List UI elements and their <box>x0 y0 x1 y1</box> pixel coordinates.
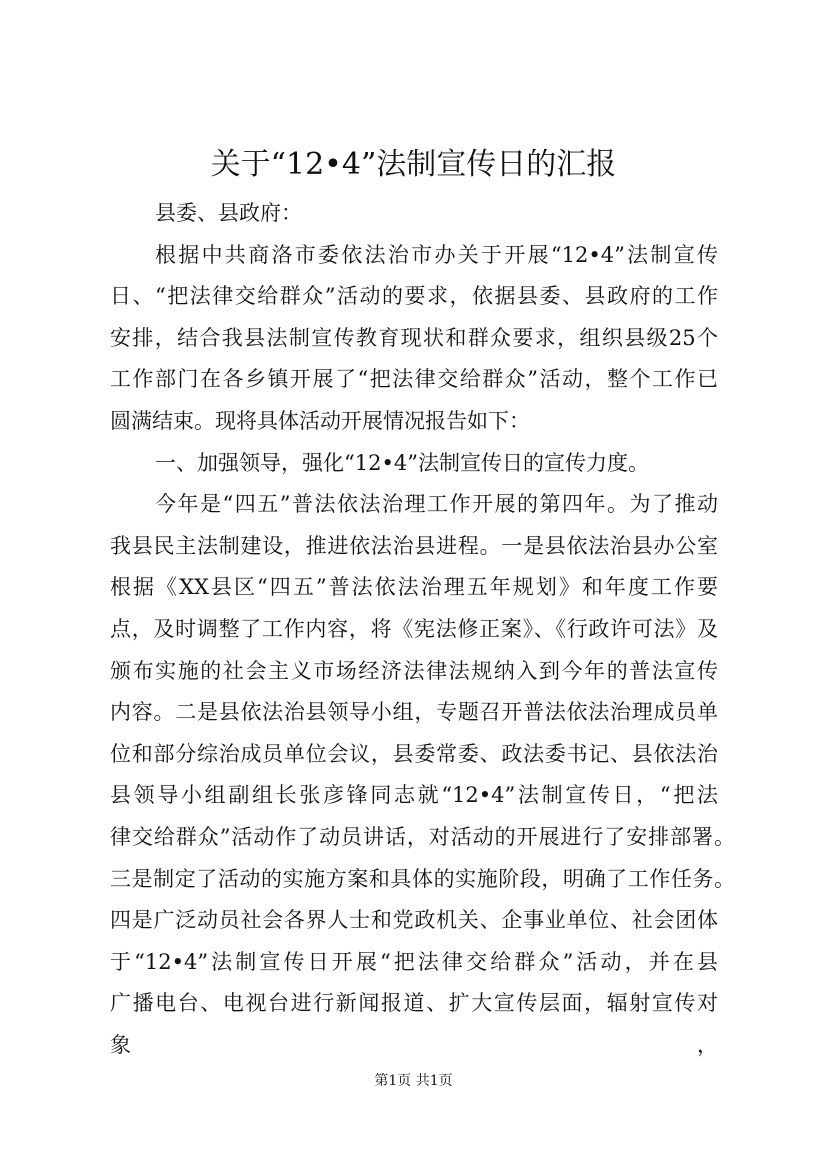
paragraph-line: 位和部分综治成员单位会议，县委常委、政法委书记、县依法治 <box>110 741 718 766</box>
paragraph-line: 安排，结合我县法制宣传教育现状和群众要求，组织县级25个 <box>110 325 718 350</box>
paragraph-line: 今年是“四五”普法依法治理工作开展的第四年。为了推动 <box>155 492 718 517</box>
paragraph-line: 三是制定了活动的实施方案和具体的实施阶段，明确了工作任务。 <box>110 866 735 891</box>
document-title: 关于“12•4”法制宣传日的汇报 <box>210 147 617 182</box>
paragraph-line: 圆满结束。现将具体活动开展情况报告如下： <box>110 408 530 433</box>
paragraph-line: 工作部门在各乡镇开展了“把法律交给群众”活动，整个工作已 <box>110 367 718 392</box>
paragraph-2 <box>110 484 750 1057</box>
page-footer: 第1页 共1页 <box>374 1073 453 1089</box>
paragraph-line: 于“12•4”法制宣传日开展“把法律交给群众”活动，并在县 <box>110 949 718 974</box>
paragraph-1 <box>110 235 750 443</box>
paragraph-line: 县领导小组副组长张彦锋同志就“12•4”法制宣传日，“把法 <box>110 783 718 808</box>
paragraph-line: 日、“把法律交给群众”活动的要求，依据县委、县政府的工作 <box>110 284 718 309</box>
section-heading: 一、加强领导，强化“12•4”法制宣传日的宣传力度。 <box>155 450 649 475</box>
paragraph-line: 颁布实施的社会主义市场经济法律法规纳入到今年的普法宣传 <box>110 658 718 683</box>
paragraph-line: 广播电台、电视台进行新闻报道、扩大宣传层面，辐射宣传对象， <box>110 991 718 1057</box>
paragraph-line: 我县民主法制建设，推进依法治县进程。一是县依法治县办公室 <box>110 533 718 558</box>
paragraph-line: 根据中共商洛市委依法治市办关于开展“12•4”法制宣传 <box>155 242 718 267</box>
salutation: 县委、县政府： <box>155 201 302 225</box>
paragraph-line: 律交给群众”活动作了动员讲话，对活动的开展进行了安排部署。 <box>110 824 735 849</box>
paragraph-line: 根据《XX县区“四五”普法依法治理五年规划》和年度工作要 <box>110 575 718 600</box>
paragraph-line: 四是广泛动员社会各界人士和党政机关、企事业单位、社会团体 <box>110 908 718 933</box>
document-body <box>110 193 750 1057</box>
paragraph-line: 点，及时调整了工作内容，将《宪法修正案》、《行政许可法》及 <box>110 616 718 641</box>
paragraph-line: 内容。二是县依法治县领导小组，专题召开普法依法治理成员单 <box>110 700 718 725</box>
